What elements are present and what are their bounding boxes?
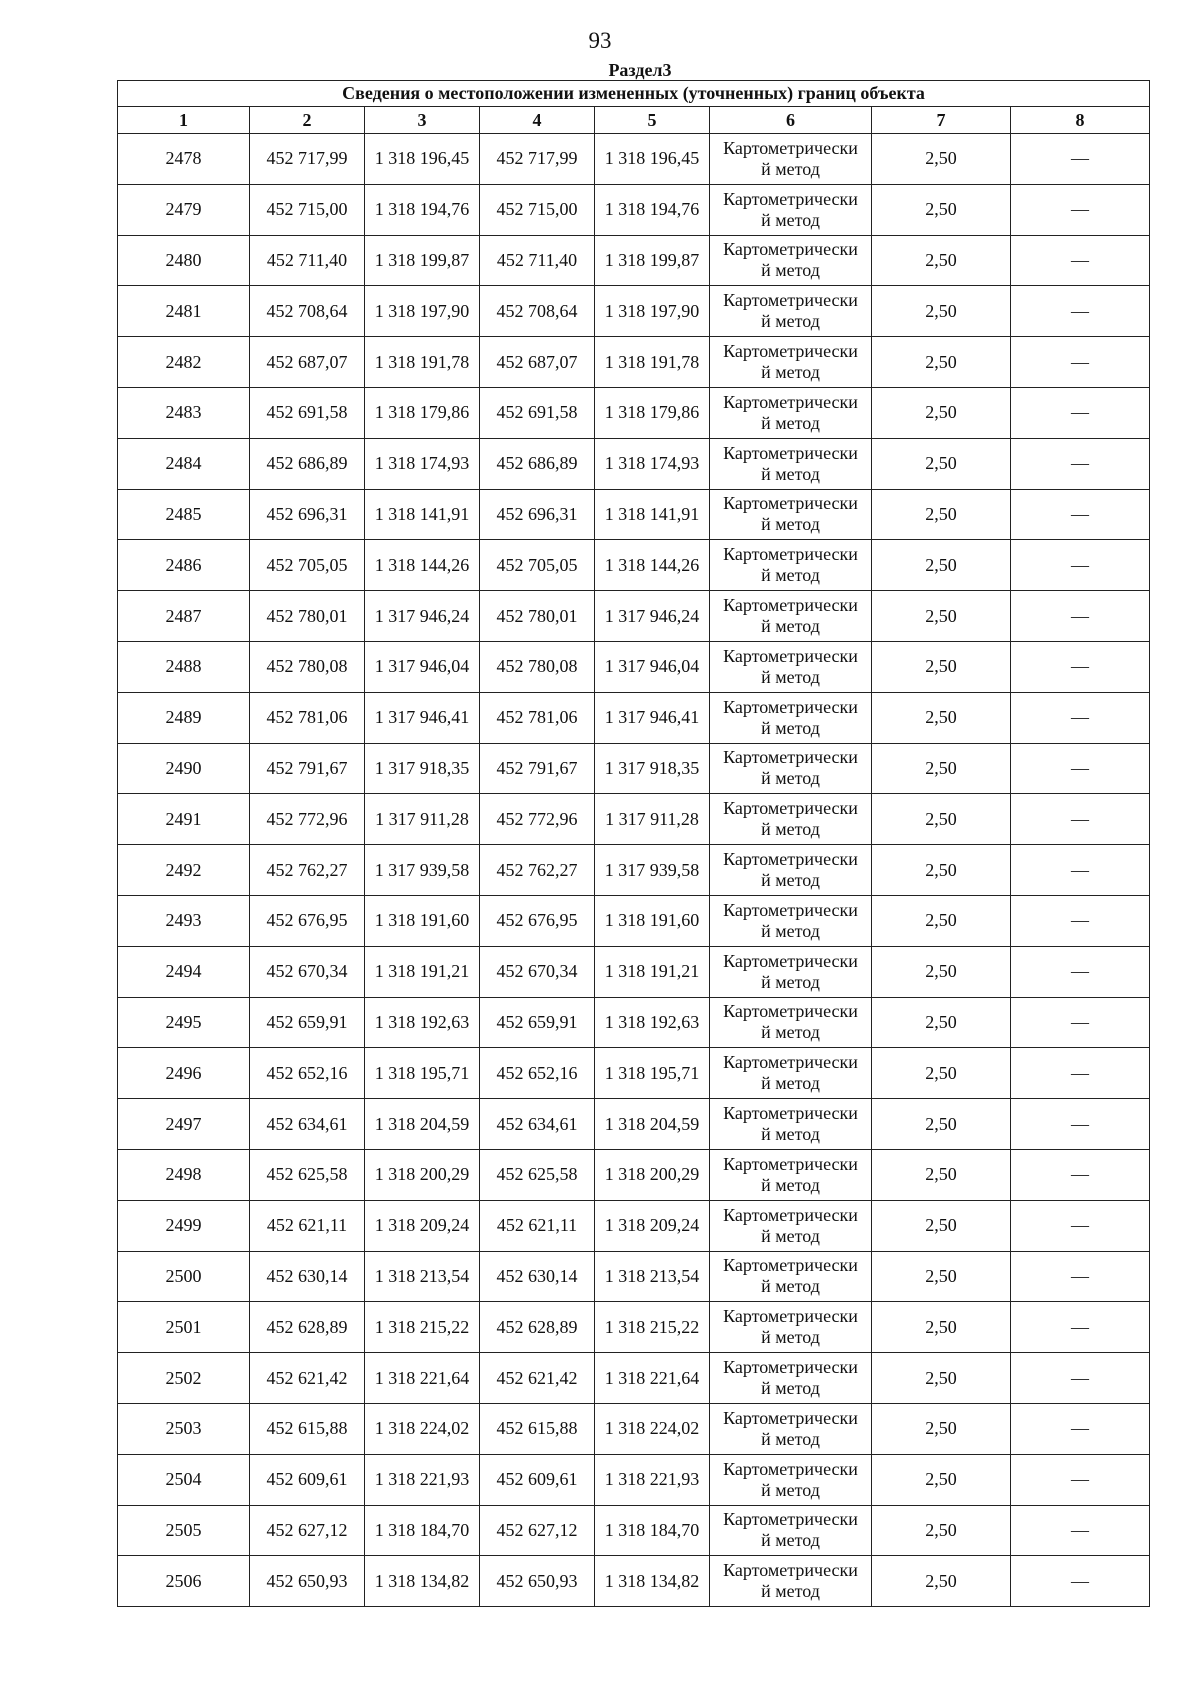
table-cell-col-1: 2504 [118,1454,250,1505]
table-cell-col-2: 452 676,95 [250,895,365,946]
table-cell-col-5: 1 318 213,54 [595,1251,710,1302]
table-cell-col-5: 1 317 911,28 [595,794,710,845]
table-cell-col-2: 452 659,91 [250,997,365,1048]
table-caption: Сведения о местоположении измененных (уточненных) границ объекта [118,81,1150,107]
table-cell-col-3: 1 317 918,35 [365,743,480,794]
table-cell-col-3: 1 318 191,78 [365,337,480,388]
table-cell-col-3: 1 318 134,82 [365,1556,480,1607]
column-header-8: 8 [1011,107,1150,134]
table-cell-col-5: 1 318 197,90 [595,286,710,337]
table-row [118,997,1150,1048]
table-cell-col-7: 2,50 [872,489,1011,540]
table-cell-col-2: 452 715,00 [250,184,365,235]
table-cell-col-8: — [1011,1048,1150,1099]
table-row [118,387,1150,438]
table-cell-col-7: 2,50 [872,794,1011,845]
table-cell-col-1: 2500 [118,1251,250,1302]
table-cell-col-6: Картометрически й метод [710,1048,872,1099]
section-title: Раздел3 [608,60,672,80]
table-cell-col-4: 452 696,31 [480,489,595,540]
table-cell-col-2: 452 781,06 [250,692,365,743]
table-row [118,540,1150,591]
table-cell-col-4: 452 717,99 [480,134,595,185]
table-cell-col-2: 452 621,42 [250,1353,365,1404]
table-cell-col-5: 1 317 946,04 [595,641,710,692]
table-row [118,641,1150,692]
table-cell-col-4: 452 634,61 [480,1099,595,1150]
table-cell-col-7: 2,50 [872,845,1011,896]
table-cell-col-4: 452 711,40 [480,235,595,286]
table-cell-col-8: — [1011,591,1150,642]
table-row [118,1048,1150,1099]
table-cell-col-2: 452 634,61 [250,1099,365,1150]
table-cell-col-8: — [1011,1353,1150,1404]
table-cell-col-8: — [1011,1556,1150,1607]
table-cell-col-2: 452 780,08 [250,641,365,692]
table-cell-col-8: — [1011,134,1150,185]
table-cell-col-2: 452 670,34 [250,946,365,997]
table-cell-col-6: Картометрически й метод [710,997,872,1048]
table-cell-col-6: Картометрически й метод [710,845,872,896]
table-cell-col-3: 1 318 213,54 [365,1251,480,1302]
table-cell-col-6: Картометрически й метод [710,591,872,642]
table-cell-col-7: 2,50 [872,337,1011,388]
table-cell-col-7: 2,50 [872,387,1011,438]
table-cell-col-4: 452 691,58 [480,387,595,438]
table-cell-col-7: 2,50 [872,997,1011,1048]
table-cell-col-1: 2488 [118,641,250,692]
table-cell-col-2: 452 711,40 [250,235,365,286]
table-cell-col-4: 452 621,42 [480,1353,595,1404]
table-cell-col-7: 2,50 [872,134,1011,185]
table-cell-col-1: 2497 [118,1099,250,1150]
table-cell-col-4: 452 659,91 [480,997,595,1048]
table-cell-col-4: 452 781,06 [480,692,595,743]
table-row [118,286,1150,337]
table-cell-col-7: 2,50 [872,1302,1011,1353]
table-cell-col-2: 452 717,99 [250,134,365,185]
table-cell-col-2: 452 696,31 [250,489,365,540]
table-cell-col-7: 2,50 [872,438,1011,489]
table-cell-col-1: 2483 [118,387,250,438]
column-header-7: 7 [872,107,1011,134]
table-cell-col-7: 2,50 [872,895,1011,946]
table-cell-col-4: 452 780,08 [480,641,595,692]
table-cell-col-5: 1 318 199,87 [595,235,710,286]
table-cell-col-3: 1 318 192,63 [365,997,480,1048]
table-cell-col-6: Картометрически й метод [710,895,872,946]
table-cell-col-7: 2,50 [872,1403,1011,1454]
table-cell-col-6: Картометрически й метод [710,1099,872,1150]
table-row [118,591,1150,642]
table-cell-col-6: Картометрически й метод [710,286,872,337]
table-cell-col-3: 1 318 215,22 [365,1302,480,1353]
column-header-3: 3 [365,107,480,134]
table-cell-col-6: Картометрически й метод [710,1149,872,1200]
table-cell-col-1: 2486 [118,540,250,591]
table-cell-col-7: 2,50 [872,1353,1011,1404]
table-cell-col-4: 452 715,00 [480,184,595,235]
table-cell-col-8: — [1011,387,1150,438]
table-cell-col-1: 2489 [118,692,250,743]
table-cell-col-3: 1 318 141,91 [365,489,480,540]
table-cell-col-1: 2494 [118,946,250,997]
column-header-4: 4 [480,107,595,134]
table-cell-col-1: 2502 [118,1353,250,1404]
table-cell-col-6: Картометрически й метод [710,641,872,692]
table-cell-col-8: — [1011,286,1150,337]
table-cell-col-2: 452 762,27 [250,845,365,896]
table-row [118,184,1150,235]
table-cell-col-8: — [1011,845,1150,896]
table-cell-col-6: Картометрически й метод [710,134,872,185]
column-header-1: 1 [118,107,250,134]
table-cell-col-3: 1 318 204,59 [365,1099,480,1150]
table-cell-col-6: Картометрически й метод [710,1556,872,1607]
table-cell-col-3: 1 318 196,45 [365,134,480,185]
table-cell-col-3: 1 318 195,71 [365,1048,480,1099]
table-cell-col-5: 1 318 191,21 [595,946,710,997]
table-cell-col-4: 452 627,12 [480,1505,595,1556]
table-cell-col-8: — [1011,235,1150,286]
table-row [118,1200,1150,1251]
table-cell-col-6: Картометрически й метод [710,235,872,286]
table-cell-col-3: 1 318 194,76 [365,184,480,235]
table-cell-col-4: 452 670,34 [480,946,595,997]
table-cell-col-2: 452 691,58 [250,387,365,438]
table-cell-col-4: 452 791,67 [480,743,595,794]
table-cell-col-8: — [1011,692,1150,743]
table-cell-col-6: Картометрически й метод [710,184,872,235]
table-cell-col-8: — [1011,489,1150,540]
table-cell-col-8: — [1011,438,1150,489]
table-cell-col-1: 2503 [118,1403,250,1454]
table-cell-col-2: 452 628,89 [250,1302,365,1353]
table-cell-col-8: — [1011,641,1150,692]
table-cell-col-4: 452 625,58 [480,1149,595,1200]
table-cell-col-7: 2,50 [872,692,1011,743]
table-cell-col-6: Картометрически й метод [710,692,872,743]
column-header-6: 6 [710,107,872,134]
table-cell-col-3: 1 318 174,93 [365,438,480,489]
table-cell-col-1: 2505 [118,1505,250,1556]
table-cell-col-2: 452 708,64 [250,286,365,337]
table-cell-col-2: 452 630,14 [250,1251,365,1302]
table-cell-col-4: 452 650,93 [480,1556,595,1607]
table-cell-col-5: 1 318 224,02 [595,1403,710,1454]
table-cell-col-5: 1 317 946,41 [595,692,710,743]
table-cell-col-8: — [1011,1149,1150,1200]
table-row [118,1302,1150,1353]
table-cell-col-1: 2495 [118,997,250,1048]
table-cell-col-7: 2,50 [872,641,1011,692]
table-cell-col-5: 1 318 200,29 [595,1149,710,1200]
table-cell-col-3: 1 318 221,93 [365,1454,480,1505]
table-cell-col-2: 452 650,93 [250,1556,365,1607]
column-header-5: 5 [595,107,710,134]
table-cell-col-4: 452 615,88 [480,1403,595,1454]
table-cell-col-2: 452 625,58 [250,1149,365,1200]
table-cell-col-1: 2485 [118,489,250,540]
table-cell-col-5: 1 317 918,35 [595,743,710,794]
table-cell-col-3: 1 318 197,90 [365,286,480,337]
table-cell-col-5: 1 318 184,70 [595,1505,710,1556]
table-cell-col-5: 1 317 939,58 [595,845,710,896]
table-row [118,337,1150,388]
table-cell-col-7: 2,50 [872,184,1011,235]
table-cell-col-2: 452 609,61 [250,1454,365,1505]
table-cell-col-4: 452 609,61 [480,1454,595,1505]
table-cell-col-5: 1 318 204,59 [595,1099,710,1150]
table-cell-col-2: 452 621,11 [250,1200,365,1251]
table-cell-col-7: 2,50 [872,1200,1011,1251]
table-cell-col-7: 2,50 [872,743,1011,794]
table-cell-col-4: 452 780,01 [480,591,595,642]
table-cell-col-7: 2,50 [872,1454,1011,1505]
table-cell-col-5: 1 318 194,76 [595,184,710,235]
table-cell-col-8: — [1011,1200,1150,1251]
table-row [118,235,1150,286]
table-cell-col-3: 1 318 144,26 [365,540,480,591]
table-cell-col-8: — [1011,1099,1150,1150]
table-cell-col-7: 2,50 [872,946,1011,997]
table-cell-col-8: — [1011,895,1150,946]
table-cell-col-6: Картометрически й метод [710,1302,872,1353]
table-cell-col-4: 452 687,07 [480,337,595,388]
table-cell-col-1: 2501 [118,1302,250,1353]
table-cell-col-1: 2498 [118,1149,250,1200]
table-row [118,1403,1150,1454]
table-cell-col-3: 1 318 191,60 [365,895,480,946]
table-cell-col-2: 452 705,05 [250,540,365,591]
table-cell-col-3: 1 318 224,02 [365,1403,480,1454]
table-cell-col-5: 1 318 221,64 [595,1353,710,1404]
table-cell-col-3: 1 318 179,86 [365,387,480,438]
table-cell-col-2: 452 687,07 [250,337,365,388]
table-cell-col-6: Картометрически й метод [710,438,872,489]
table-cell-col-3: 1 317 946,41 [365,692,480,743]
table-cell-col-3: 1 317 911,28 [365,794,480,845]
table-cell-col-1: 2480 [118,235,250,286]
table-cell-col-2: 452 615,88 [250,1403,365,1454]
table-cell-col-5: 1 318 196,45 [595,134,710,185]
table-cell-col-1: 2484 [118,438,250,489]
table-cell-col-2: 452 772,96 [250,794,365,845]
table-cell-col-8: — [1011,743,1150,794]
page-number: 93 [588,28,612,53]
table-cell-col-4: 452 676,95 [480,895,595,946]
table-cell-col-5: 1 318 141,91 [595,489,710,540]
table-row [118,489,1150,540]
table-cell-col-4: 452 652,16 [480,1048,595,1099]
table-cell-col-4: 452 628,89 [480,1302,595,1353]
table-cell-col-5: 1 318 195,71 [595,1048,710,1099]
table-cell-col-3: 1 317 939,58 [365,845,480,896]
table-cell-col-6: Картометрически й метод [710,387,872,438]
table-cell-col-5: 1 318 191,78 [595,337,710,388]
table-cell-col-5: 1 318 179,86 [595,387,710,438]
table-cell-col-5: 1 318 192,63 [595,997,710,1048]
coordinates-table [117,80,1150,1607]
table-cell-col-6: Картометрически й метод [710,1454,872,1505]
table-cell-col-2: 452 627,12 [250,1505,365,1556]
table-cell-col-2: 452 652,16 [250,1048,365,1099]
table-cell-col-3: 1 318 221,64 [365,1353,480,1404]
table-cell-col-2: 452 686,89 [250,438,365,489]
column-header-2: 2 [250,107,365,134]
table-cell-col-1: 2481 [118,286,250,337]
table-cell-col-7: 2,50 [872,1149,1011,1200]
table-cell-col-8: — [1011,1505,1150,1556]
table-row [118,743,1150,794]
table-cell-col-7: 2,50 [872,1048,1011,1099]
table-cell-col-5: 1 317 946,24 [595,591,710,642]
table-row [118,845,1150,896]
table-row [118,1099,1150,1150]
table-cell-col-1: 2492 [118,845,250,896]
table-cell-col-1: 2499 [118,1200,250,1251]
table-cell-col-6: Картометрически й метод [710,1200,872,1251]
table-cell-col-8: — [1011,540,1150,591]
table-cell-col-3: 1 318 200,29 [365,1149,480,1200]
table-row [118,1454,1150,1505]
table-cell-col-2: 452 791,67 [250,743,365,794]
table-cell-col-1: 2506 [118,1556,250,1607]
table-cell-col-5: 1 318 174,93 [595,438,710,489]
table-cell-col-5: 1 318 134,82 [595,1556,710,1607]
table-cell-col-6: Картометрически й метод [710,1353,872,1404]
table-cell-col-1: 2487 [118,591,250,642]
table-cell-col-5: 1 318 221,93 [595,1454,710,1505]
table-cell-col-8: — [1011,946,1150,997]
table-cell-col-1: 2491 [118,794,250,845]
table-cell-col-5: 1 318 191,60 [595,895,710,946]
table-cell-col-7: 2,50 [872,1556,1011,1607]
table-row [118,134,1150,185]
table-cell-col-4: 452 621,11 [480,1200,595,1251]
table-body [118,134,1150,1607]
table-row [118,946,1150,997]
table-cell-col-4: 452 630,14 [480,1251,595,1302]
table-cell-col-5: 1 318 209,24 [595,1200,710,1251]
table-cell-col-4: 452 772,96 [480,794,595,845]
table-cell-col-8: — [1011,794,1150,845]
table-cell-col-8: — [1011,1251,1150,1302]
table-cell-col-6: Картометрически й метод [710,540,872,591]
table-row [118,438,1150,489]
table-cell-col-1: 2490 [118,743,250,794]
table-cell-col-6: Картометрически й метод [710,946,872,997]
column-number-row [118,107,1150,134]
table-cell-col-3: 1 317 946,04 [365,641,480,692]
table-cell-col-5: 1 318 144,26 [595,540,710,591]
table-cell-col-1: 2478 [118,134,250,185]
table-cell-col-1: 2479 [118,184,250,235]
table-cell-col-3: 1 317 946,24 [365,591,480,642]
table-cell-col-7: 2,50 [872,1251,1011,1302]
table-cell-col-6: Картометрически й метод [710,1403,872,1454]
table-cell-col-6: Картометрически й метод [710,743,872,794]
table-row [118,1251,1150,1302]
table-cell-col-1: 2493 [118,895,250,946]
table-cell-col-4: 452 708,64 [480,286,595,337]
table-cell-col-5: 1 318 215,22 [595,1302,710,1353]
table-cell-col-7: 2,50 [872,1505,1011,1556]
table-cell-col-8: — [1011,1403,1150,1454]
table-cell-col-8: — [1011,184,1150,235]
table-cell-col-7: 2,50 [872,1099,1011,1150]
table-cell-col-4: 452 762,27 [480,845,595,896]
table-row [118,794,1150,845]
table-row [118,692,1150,743]
table-cell-col-6: Картометрически й метод [710,1505,872,1556]
table-cell-col-7: 2,50 [872,286,1011,337]
table-cell-col-3: 1 318 191,21 [365,946,480,997]
table-cell-col-6: Картометрически й метод [710,1251,872,1302]
table-cell-col-4: 452 686,89 [480,438,595,489]
table-cell-col-7: 2,50 [872,540,1011,591]
table-cell-col-8: — [1011,1302,1150,1353]
table-cell-col-7: 2,50 [872,591,1011,642]
table-cell-col-6: Картометрически й метод [710,794,872,845]
table-cell-col-8: — [1011,997,1150,1048]
table-row [118,895,1150,946]
table-row [118,1353,1150,1404]
table-cell-col-8: — [1011,1454,1150,1505]
table-cell-col-7: 2,50 [872,235,1011,286]
table-cell-col-1: 2496 [118,1048,250,1099]
table-cell-col-6: Картометрически й метод [710,337,872,388]
table-row [118,1556,1150,1607]
table-cell-col-3: 1 318 184,70 [365,1505,480,1556]
table-cell-col-4: 452 705,05 [480,540,595,591]
table-cell-col-6: Картометрически й метод [710,489,872,540]
table-row [118,1149,1150,1200]
table-cell-col-3: 1 318 199,87 [365,235,480,286]
table-cell-col-2: 452 780,01 [250,591,365,642]
table-cell-col-3: 1 318 209,24 [365,1200,480,1251]
table-row [118,1505,1150,1556]
table-cell-col-8: — [1011,337,1150,388]
table-cell-col-1: 2482 [118,337,250,388]
